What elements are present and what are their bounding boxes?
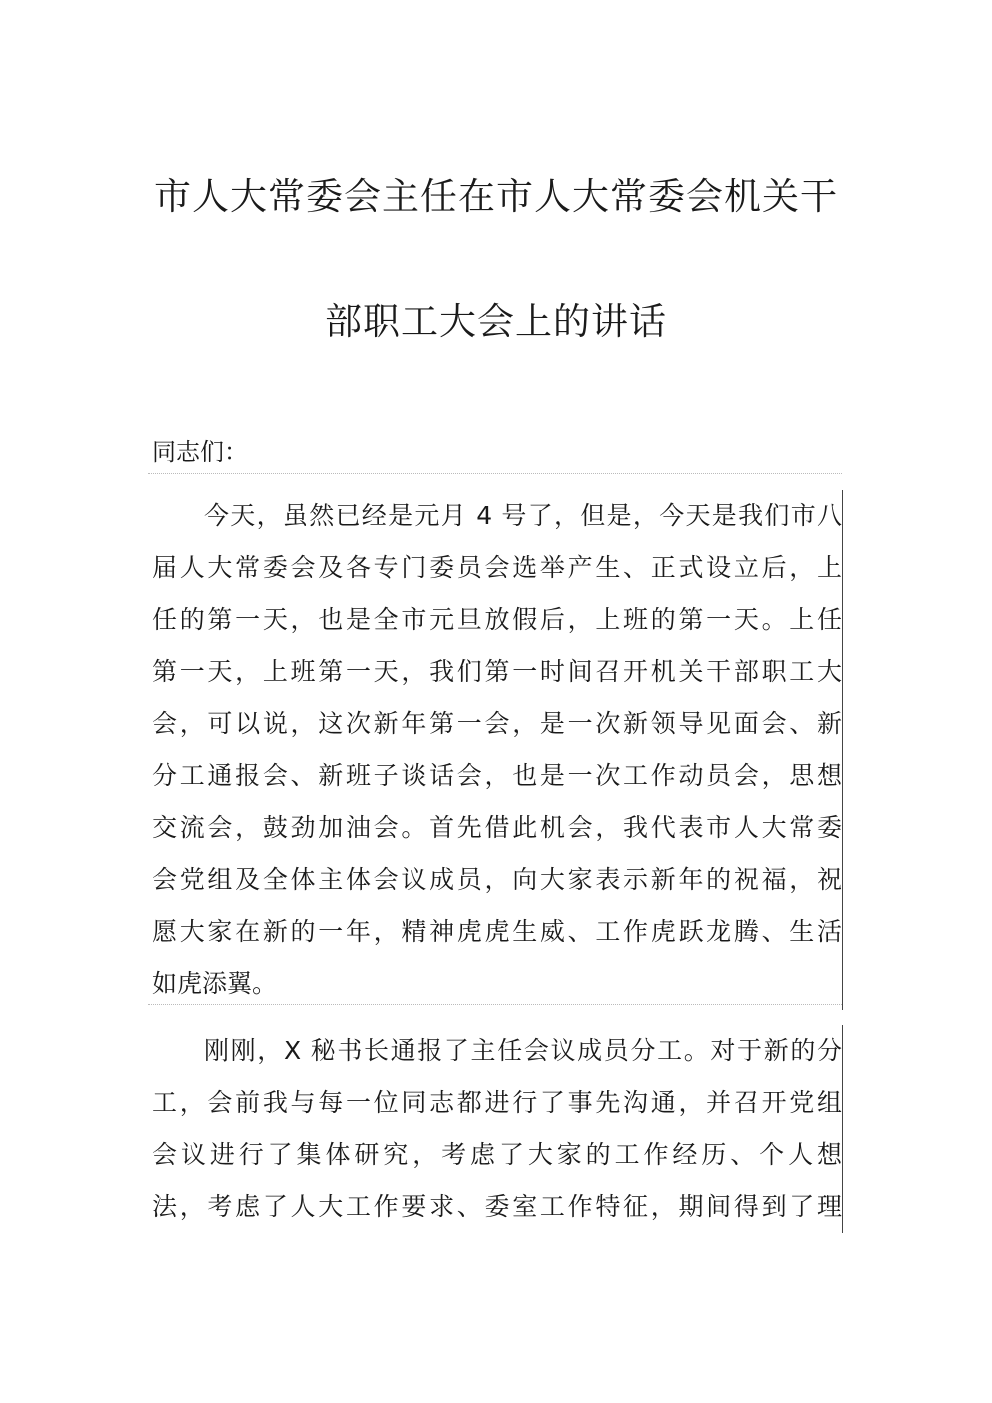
paragraph-line: 法，考虑了人大工作要求、委室工作特征，期间得到了理 xyxy=(152,1192,842,1221)
paragraph-line: 分工通报会、新班子谈话会，也是一次工作动员会，思想 xyxy=(152,761,842,790)
title-line-1: 市人大常委会主任在市人大常委会机关干 xyxy=(154,175,838,218)
paragraph-line: 会，可以说，这次新年第一会，是一次新领导见面会、新 xyxy=(152,709,842,738)
paragraph-divider xyxy=(148,1004,842,1005)
paragraph-line: 如虎添翼。 xyxy=(152,969,278,998)
paragraph-line: 愿大家在新的一年，精神虎虎生威、工作虎跃龙腾、生活 xyxy=(152,917,842,946)
paragraph-line: 刚刚，X 秘书长通报了主任会议成员分工。对于新的分 xyxy=(204,1036,842,1065)
paragraph-2 xyxy=(152,1025,843,1233)
paragraph-line: 今天，虽然已经是元月 4 号了，但是，今天是我们市八 xyxy=(204,501,842,530)
paragraph-line: 会党组及全体主体会议成员，向大家表示新年的祝福，祝 xyxy=(152,865,842,894)
title-line-2: 部职工大会上的讲话 xyxy=(325,300,667,343)
paragraph-divider xyxy=(148,473,842,474)
paragraph-1 xyxy=(152,490,843,1010)
paragraph-line: 会议进行了集体研究，考虑了大家的工作经历、个人想 xyxy=(152,1140,842,1169)
paragraph-line: 工，会前我与每一位同志都进行了事先沟通，并召开党组 xyxy=(152,1088,842,1117)
greeting: 同志们： xyxy=(152,438,248,466)
paragraph-line: 交流会，鼓劲加油会。首先借此机会，我代表市人大常委 xyxy=(152,813,842,842)
paragraph-line: 届人大常委会及各专门委员会选举产生、正式设立后，上 xyxy=(152,553,842,582)
paragraph-line: 任的第一天，也是全市元旦放假后，上班的第一天。上任 xyxy=(152,605,842,634)
paragraph-line: 第一天，上班第一天，我们第一时间召开机关干部职工大 xyxy=(152,657,842,686)
